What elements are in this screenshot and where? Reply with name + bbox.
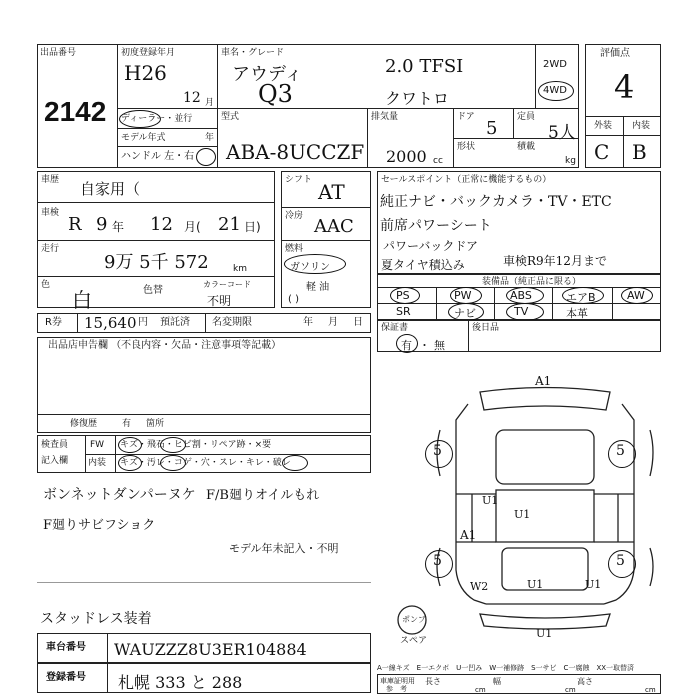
inspector-fw: FW (90, 440, 105, 450)
note-1: ボンネットダンパーヌケ (43, 487, 196, 503)
color-code-label: カラーコード (203, 280, 251, 289)
maker-name: アウディ (232, 64, 303, 85)
kg-unit: kg (565, 156, 576, 166)
grade-name: 2.0 TFSI (385, 56, 464, 77)
sales-point-line-3: パワーバックドア (383, 239, 479, 253)
repair-location-label: 箇所 (146, 419, 165, 429)
after-label: 後日品 (472, 323, 500, 333)
equipment-label: 装備品（純正品に限る） (482, 277, 582, 287)
inspector-interior: 内装 (88, 458, 107, 468)
type-label: 型式 (221, 112, 240, 122)
equip-pw: PW (454, 289, 472, 302)
r-label: R券 (45, 317, 62, 328)
transfer-day: 日 (353, 317, 363, 328)
sales-point-line-4: 夏タイヤ積込み (381, 258, 465, 272)
inspector-interior-items: キズ・汚レ・コゲ・穴・スレ・キレ・破レ (120, 458, 291, 468)
interior-label: 内装 (632, 121, 651, 131)
inspector-label-2: 記入欄 (41, 456, 69, 466)
warranty-yes: 有 (401, 339, 412, 352)
score-value: 4 (614, 68, 635, 106)
transfer-year: 年 (303, 317, 313, 328)
note-2: F/B廻りオイルもれ (206, 488, 320, 503)
ac-label: 冷房 (285, 211, 304, 221)
length-label: 長さ (425, 677, 441, 686)
width-label: 幅 (493, 677, 501, 686)
drive-2wd: 2WD (543, 59, 567, 70)
capacity-value: 5人 (548, 123, 576, 143)
dmg-mark-10: U1 (527, 578, 544, 591)
height-cm: cm (645, 686, 656, 694)
fuel-other: ( ) (288, 294, 299, 305)
warranty-label: 保証書 (381, 323, 409, 333)
load-label: 積載 (517, 142, 536, 152)
sales-point-shaken-note: 車検R9年12月まで (503, 254, 607, 268)
inspector-fw-items: キズ・飛石・ヒビ割・リペア跡・×要 (120, 440, 272, 450)
plate-value: 札幌 333 と 288 (118, 673, 243, 692)
plate-label: 登録番号 (46, 672, 86, 683)
capacity-label: 定員 (517, 112, 536, 122)
chassis-label: 車台番号 (46, 642, 86, 653)
equip-sr: SR (396, 305, 411, 318)
equip-tv: TV (514, 305, 529, 318)
name-grade-label: 車名・グレード (221, 48, 285, 58)
equip-navi: ナビ (454, 307, 476, 320)
repair-label: 修復歴 (70, 419, 98, 429)
cert-label: 車庫証明用 (380, 677, 415, 685)
fuel-label: 燃料 (285, 244, 304, 254)
shift-label: シフト (285, 175, 313, 185)
ac-value: AAC (314, 216, 354, 237)
shaken-year-unit: 年 (112, 220, 125, 234)
r-value: 15,640 (84, 314, 137, 332)
shaken-month-unit: 月( (184, 220, 201, 234)
model-name: Q3 (258, 80, 293, 108)
warranty-sep: ・ (419, 339, 430, 352)
dmg-mark-7: 5 (433, 553, 442, 569)
shape-label: 形状 (457, 142, 476, 152)
mileage-label: 走行 (41, 244, 60, 254)
note-5: スタッドレス装着 (40, 611, 152, 627)
shaken-month: 12 (150, 214, 173, 235)
repair-value: 有 (122, 419, 132, 429)
model-year-label: モデル年式 (121, 133, 166, 143)
exterior-label: 外装 (594, 121, 613, 131)
month-unit: 月 (205, 98, 215, 108)
history-label: 車歴 (41, 175, 60, 185)
score-label: 評価点 (600, 48, 630, 59)
color-code-value: 不明 (207, 294, 232, 308)
doors-value: 5 (486, 118, 498, 139)
declaration-label: 出品店申告欄 （不良内容・欠品・注意事項等記載） (48, 340, 282, 351)
dmg-mark-12: U1 (536, 627, 553, 640)
color-label: 色 (41, 280, 51, 290)
dmg-mark-5: U1 (514, 508, 531, 521)
handle-label: ハンドル 左・右 (121, 151, 195, 162)
dmg-mark-2: 5 (433, 443, 442, 459)
color-value: 白 (72, 288, 92, 312)
dmg-mark-9: W2 (470, 580, 489, 593)
reg-month: 12 (183, 90, 201, 106)
shaken-year: 9 (96, 214, 108, 235)
exterior-grade: C (594, 140, 610, 164)
shift-value: AT (318, 180, 345, 204)
inspector-label-1: 検査員 (41, 440, 69, 450)
r-yen: 円 (138, 317, 148, 328)
damage-legend: A一線キズ E一エクボ U一凹み W一補修跡 S一サビ C一腐蝕 XX一取替済 (377, 664, 635, 672)
length-cm: cm (475, 686, 486, 694)
lot-number: 2142 (44, 96, 107, 127)
equip-leather: 本革 (566, 307, 588, 320)
mileage-value: 9万 5千 572 (104, 252, 209, 273)
dmg-mark-4: U1 (482, 494, 499, 507)
sales-point-label: セールスポイント（正常に機能するもの） (381, 175, 552, 185)
note-3: F廻りサビフショク (43, 518, 156, 533)
shaken-day-unit: 日) (244, 220, 261, 234)
history-value: 自家用（ (80, 180, 141, 198)
repaint-label: 色替 (143, 285, 163, 296)
dmg-mark-11: U1 (585, 578, 602, 591)
transfer-label: 名変期限 (212, 317, 252, 328)
ref-label: 参 考 (386, 685, 407, 693)
model-code: ABA-8UCCZF (226, 140, 365, 164)
chassis-value: WAUZZZ8U3ER104884 (114, 640, 307, 659)
shaken-label: 車検 (41, 208, 60, 218)
shaken-day: 21 (218, 214, 241, 235)
pump-label: ポンプ (402, 615, 426, 624)
sales-point-line-1: 純正ナビ・バックカメラ・TV・ETC (380, 194, 612, 210)
fuel-diesel: 軽 油 (306, 282, 330, 293)
displacement-label: 排気量 (371, 112, 399, 122)
grade-name-2: クワトロ (385, 89, 450, 108)
warranty-no: 無 (434, 339, 445, 352)
fuel-gasoline: ガソリン (290, 262, 330, 273)
width-cm: cm (565, 686, 576, 694)
transfer-month: 月 (328, 317, 338, 328)
first-reg-label: 初度登録年月 (121, 48, 176, 58)
equip-ps: PS (396, 289, 410, 302)
dealer-label: ディーラー・並行 (121, 114, 193, 124)
equip-aw: AW (627, 289, 645, 302)
era-year: H26 (124, 61, 167, 85)
shaken-era: R (68, 214, 82, 235)
displacement-value: 2000 (386, 147, 427, 166)
year-unit: 年 (205, 133, 215, 143)
lot-label: 出品番号 (40, 48, 77, 58)
height-label: 高さ (577, 677, 593, 686)
cc-unit: cc (433, 156, 443, 166)
dmg-mark-3: 5 (616, 443, 625, 459)
spare-label: スペア (400, 636, 428, 646)
sales-point-line-2: 前席パワーシート (380, 218, 492, 234)
equip-abs: ABS (510, 289, 532, 302)
km-unit: km (233, 264, 247, 274)
drive-4wd: 4WD (543, 85, 567, 96)
equip-airbag: エアB (566, 291, 596, 304)
door-label: ドア (457, 112, 475, 122)
deposit-label: 預託済 (160, 317, 190, 328)
footer-block (377, 674, 661, 694)
dmg-mark-8: 5 (616, 553, 625, 569)
interior-grade: B (632, 140, 647, 164)
dmg-mark-1: A1 (535, 374, 552, 388)
note-4: モデル年未記入・不明 (229, 542, 339, 555)
dmg-mark-6: A1 (460, 528, 477, 542)
